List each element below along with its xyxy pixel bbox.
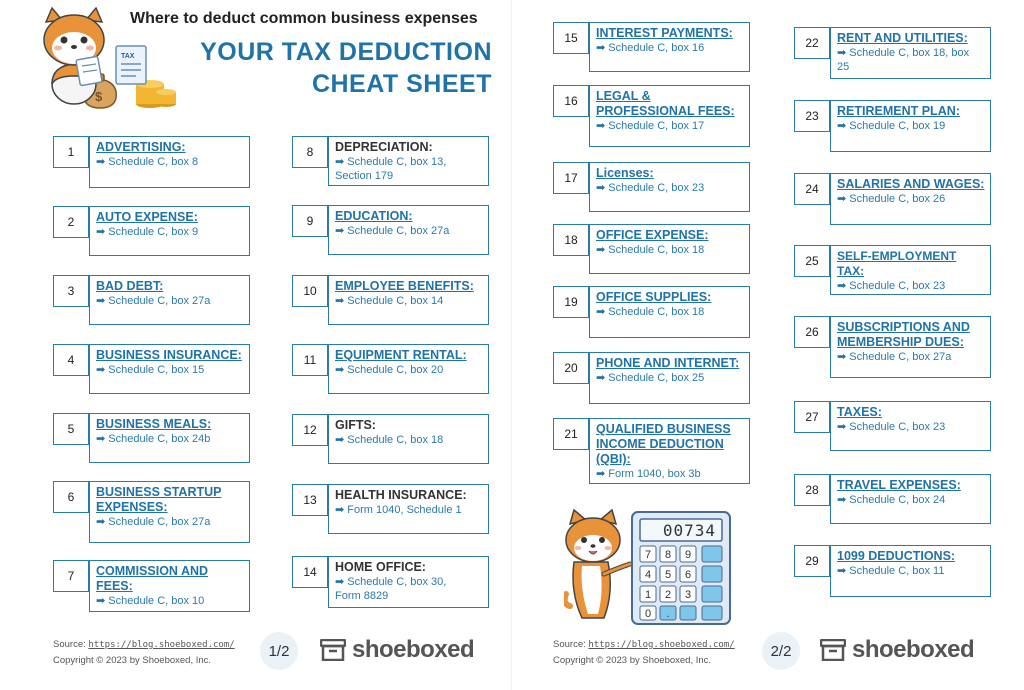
item-form-reference: ➡ Schedule C, box 27a [96, 294, 245, 308]
deduction-item-16 [553, 85, 750, 147]
item-card [589, 22, 750, 72]
item-form-reference: ➡ Schedule C, box 8 [96, 155, 245, 169]
item-label-link[interactable]: DEPRECIATION: [335, 140, 433, 154]
item-card [589, 286, 750, 338]
svg-text:$: $ [95, 89, 103, 104]
deduction-item-23 [794, 100, 991, 152]
item-number: 25 [794, 245, 830, 277]
item-number: 24 [794, 173, 830, 205]
item-form-reference: ➡ Schedule C, box 10 [96, 594, 245, 608]
item-form-reference: ➡ Schedule C, box 27a [335, 224, 484, 238]
calculator-key: 0 [644, 608, 652, 620]
item-form-reference: ➡ Schedule C, box 27a [837, 350, 986, 364]
item-card [89, 206, 250, 256]
page-title-line-2: CHEAT SHEET [311, 70, 492, 98]
item-number: 28 [794, 474, 830, 506]
item-label-link[interactable]: TAXES: [837, 405, 882, 419]
source-note [53, 637, 235, 668]
item-card [328, 556, 489, 608]
item-label-link[interactable]: COMMISSION AND FEES: [96, 564, 209, 593]
item-card [328, 205, 489, 255]
item-number: 15 [553, 22, 589, 54]
item-card [830, 245, 991, 295]
item-label-link[interactable]: LEGAL & PROFESSIONAL FEES: [596, 89, 735, 118]
item-label-link[interactable]: EMPLOYEE BENEFITS: [335, 279, 474, 293]
svg-text:TAX: TAX [121, 53, 135, 60]
item-number: 16 [553, 85, 589, 117]
item-form-reference: ➡ Schedule C, box 11 [837, 564, 986, 578]
calculator-key: 1 [644, 589, 652, 601]
page-title-line-1: YOUR TAX DEDUCTION [200, 38, 492, 66]
page-indicator: 1/2 [260, 632, 298, 670]
item-number: 6 [53, 481, 89, 513]
item-card [89, 344, 250, 394]
item-label-link[interactable]: RENT AND UTILITIES: [837, 31, 968, 45]
item-form-reference: ➡ Schedule C, box 20 [335, 363, 484, 377]
calculator-key: 8 [664, 549, 672, 561]
item-card [328, 344, 489, 394]
item-form-reference: ➡ Schedule C, box 17 [596, 119, 745, 133]
item-form-reference: ➡ Schedule C, box 9 [96, 225, 245, 239]
item-number: 19 [553, 286, 589, 318]
deduction-item-22 [794, 27, 991, 79]
calculator-key: 4 [644, 569, 652, 581]
shiba-mascot-calculator-illustration [564, 508, 734, 626]
item-card [89, 413, 250, 463]
calculator-key: 3 [684, 589, 692, 601]
item-number: 1 [53, 136, 89, 168]
item-number: 18 [553, 224, 589, 256]
source-note [553, 637, 735, 668]
deduction-item-26 [794, 316, 991, 378]
item-number: 4 [53, 344, 89, 376]
item-form-reference: ➡ Schedule C, box 24 [837, 493, 986, 507]
item-label-link[interactable]: HOME OFFICE: [335, 560, 426, 574]
item-label-link[interactable]: BUSINESS INSURANCE: [96, 348, 242, 362]
item-number: 7 [53, 560, 89, 592]
item-form-reference: ➡ Schedule C, box 13, Section 179 [335, 155, 484, 183]
item-label-link[interactable]: PHONE AND INTERNET: [596, 356, 740, 370]
deduction-item-12 [292, 414, 489, 464]
item-number: 14 [292, 556, 328, 588]
source-link[interactable]: https://blog.shoeboxed.com/ [588, 640, 735, 650]
item-label-link[interactable]: SALARIES AND WAGES: [837, 177, 985, 191]
deduction-item-14 [292, 556, 489, 608]
item-label-link[interactable]: Licenses: [596, 166, 654, 180]
deduction-item-7 [53, 560, 250, 612]
brand-logo [320, 636, 474, 664]
item-label-link[interactable]: GIFTS: [335, 418, 376, 432]
item-card [328, 136, 489, 186]
item-label-link[interactable]: 1099 DEDUCTIONS: [837, 549, 956, 563]
shoebox-icon [320, 639, 346, 661]
calculator-key: 6 [684, 569, 692, 581]
item-label-link[interactable]: SELF-EMPLOYMENT TAX: [837, 249, 957, 278]
item-card [589, 352, 750, 404]
item-form-reference: ➡ Schedule C, box 23 [596, 181, 745, 195]
item-label-link[interactable]: EQUIPMENT RENTAL: [335, 348, 467, 362]
item-number: 22 [794, 27, 830, 59]
item-form-reference: ➡ Schedule C, box 15 [96, 363, 245, 377]
item-label-link[interactable]: OFFICE SUPPLIES: [596, 290, 712, 304]
item-number: 5 [53, 413, 89, 445]
item-form-reference: ➡ Schedule C, box 23 [837, 420, 986, 434]
item-number: 10 [292, 275, 328, 307]
item-number: 17 [553, 162, 589, 194]
deduction-item-25 [794, 245, 991, 295]
item-card [830, 545, 991, 597]
page-indicator: 2/2 [762, 632, 800, 670]
deduction-item-3 [53, 275, 250, 325]
brand-logo [820, 636, 974, 664]
item-form-reference: ➡ Form 1040, Schedule 1 [335, 503, 484, 517]
item-form-reference: ➡ Schedule C, box 18 [335, 433, 484, 447]
item-label-link[interactable]: QUALIFIED BUSINESS INCOME DEDUCTION (QBI): [596, 422, 731, 466]
deduction-item-17 [553, 162, 750, 212]
item-number: 21 [553, 418, 589, 450]
item-form-reference: ➡ Schedule C, box 30, Form 8829 [335, 575, 484, 603]
item-card [89, 560, 250, 612]
calculator-key: . [666, 608, 670, 620]
item-card [89, 275, 250, 325]
item-label-link[interactable]: BUSINESS STARTUP EXPENSES: [96, 485, 222, 514]
item-number: 27 [794, 401, 830, 433]
calculator-key: 5 [664, 569, 672, 581]
item-label-link[interactable]: EDUCATION: [335, 209, 413, 223]
item-number: 3 [53, 275, 89, 307]
item-card [328, 275, 489, 325]
deduction-item-27 [794, 401, 991, 451]
source-link[interactable]: https://blog.shoeboxed.com/ [88, 640, 235, 650]
calculator-display: 00734 [662, 521, 716, 540]
deduction-item-13 [292, 484, 489, 534]
deduction-item-20 [553, 352, 750, 404]
item-card [830, 316, 991, 378]
deduction-item-28 [794, 474, 991, 524]
item-label-link[interactable]: RETIREMENT PLAN: [837, 104, 960, 118]
deduction-item-2 [53, 206, 250, 256]
item-form-reference: ➡ Schedule C, box 14 [335, 294, 484, 308]
item-number: 11 [292, 344, 328, 376]
brand-wordmark: shoeboxed [352, 636, 475, 663]
item-form-reference: ➡ Schedule C, box 18 [596, 243, 745, 257]
item-label-link[interactable]: AUTO EXPENSE: [96, 210, 198, 224]
deduction-item-5 [53, 413, 250, 463]
item-number: 2 [53, 206, 89, 238]
item-number: 23 [794, 100, 830, 132]
deduction-item-11 [292, 344, 489, 394]
shoebox-icon [820, 639, 846, 661]
item-number: 13 [292, 484, 328, 516]
item-form-reference: ➡ Schedule C, box 18, box 25 [837, 46, 986, 74]
item-label-link[interactable]: ADVERTISING: [96, 140, 186, 154]
deduction-item-4 [53, 344, 250, 394]
item-card [830, 27, 991, 79]
item-card [830, 173, 991, 225]
item-number: 20 [553, 352, 589, 384]
item-form-reference: ➡ Schedule C, box 25 [596, 371, 745, 385]
item-card [830, 474, 991, 524]
item-label-link[interactable]: HEALTH INSURANCE: [335, 488, 467, 502]
item-card [89, 136, 250, 188]
item-number: 9 [292, 205, 328, 237]
item-number: 26 [794, 316, 830, 348]
item-form-reference: ➡ Schedule C, box 16 [596, 41, 745, 55]
item-card [589, 224, 750, 274]
item-card [830, 401, 991, 451]
deduction-item-21 [553, 418, 750, 484]
item-form-reference: ➡ Schedule C, box 19 [837, 119, 986, 133]
brand-wordmark: shoeboxed [852, 636, 975, 663]
page-title [130, 36, 492, 100]
item-card [328, 414, 489, 464]
deduction-item-29 [794, 545, 991, 597]
item-card [589, 162, 750, 212]
item-form-reference: ➡ Schedule C, box 27a [96, 515, 245, 529]
calculator-key: 7 [644, 549, 652, 561]
item-label-link[interactable]: INTEREST PAYMENTS: [596, 26, 733, 40]
item-label-link[interactable]: SUBSCRIPTIONS AND MEMBERSHIP DUES: [837, 320, 970, 349]
item-card [589, 85, 750, 147]
deduction-item-18 [553, 224, 750, 274]
item-form-reference: ➡ Form 1040, box 3b [596, 467, 745, 481]
source-label: Source: [553, 639, 586, 650]
item-form-reference: ➡ Schedule C, box 26 [837, 192, 986, 206]
calculator-key: 9 [684, 549, 692, 561]
item-label-link[interactable]: TRAVEL EXPENSES: [837, 478, 961, 492]
item-label-link[interactable]: BAD DEBT: [96, 279, 164, 293]
item-card [89, 481, 250, 543]
item-number: 12 [292, 414, 328, 446]
copyright-text: Copyright © 2023 by Shoeboxed, Inc. [553, 655, 712, 666]
cheat-sheet-page-2 [512, 0, 1024, 690]
deduction-item-9 [292, 205, 489, 255]
item-label-link[interactable]: OFFICE EXPENSE: [596, 228, 709, 242]
deduction-item-10 [292, 275, 489, 325]
item-number: 29 [794, 545, 830, 577]
deduction-item-19 [553, 286, 750, 338]
item-label-link[interactable]: BUSINESS MEALS: [96, 417, 212, 431]
deduction-item-24 [794, 173, 991, 225]
item-card [589, 418, 750, 484]
calculator-key: 2 [664, 589, 672, 601]
deduction-item-15 [553, 22, 750, 72]
source-label: Source: [53, 639, 86, 650]
item-number: 8 [292, 136, 328, 168]
deduction-item-6 [53, 481, 250, 543]
item-form-reference: ➡ Schedule C, box 23 [837, 279, 986, 293]
deduction-item-1 [53, 136, 250, 188]
item-card [328, 484, 489, 534]
item-form-reference: ➡ Schedule C, box 18 [596, 305, 745, 319]
item-card [830, 100, 991, 152]
deduction-item-8 [292, 136, 489, 186]
item-form-reference: ➡ Schedule C, box 24b [96, 432, 245, 446]
page-subtitle: Where to deduct common business expenses [130, 10, 478, 27]
copyright-text: Copyright © 2023 by Shoeboxed, Inc. [53, 655, 212, 666]
